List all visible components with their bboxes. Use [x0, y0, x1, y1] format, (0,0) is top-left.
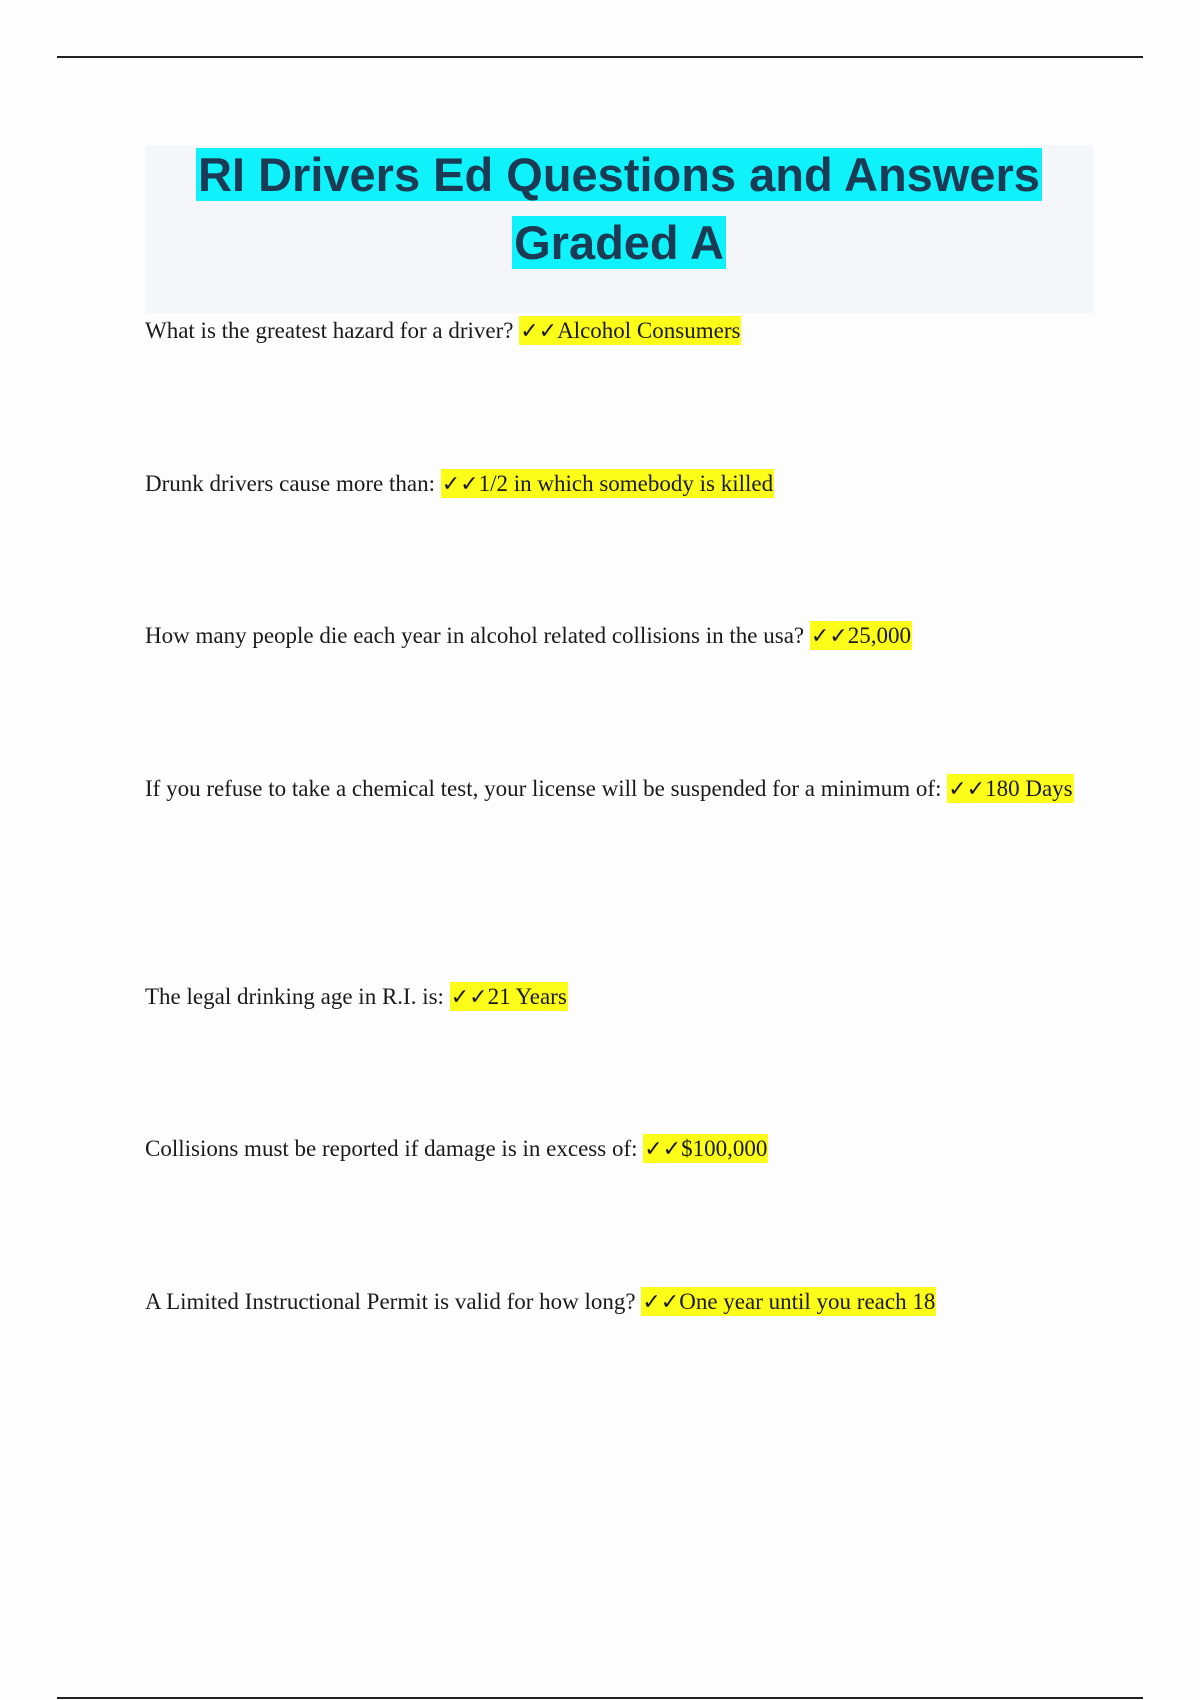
qa-item	[145, 300, 1085, 362]
qa-item	[145, 1118, 1085, 1180]
title-box	[145, 145, 1093, 313]
double-check-icon: ✓✓	[948, 777, 986, 802]
double-check-icon: ✓✓	[644, 1137, 682, 1162]
answer-text: $100,000	[681, 1136, 768, 1161]
question-text: Drunk drivers cause more than:	[145, 471, 435, 496]
bottom-rule	[57, 1697, 1143, 1699]
answer-highlight	[450, 982, 568, 1011]
title-line-2: Graded A	[514, 216, 724, 269]
question-text: What is the greatest hazard for a driver?	[145, 318, 514, 343]
answer-text: 21 Years	[487, 984, 567, 1009]
top-rule	[57, 56, 1143, 58]
answer-text: One year until you reach 18	[679, 1289, 936, 1314]
question-text: The legal drinking age in R.I. is:	[145, 984, 444, 1009]
title-line-1: RI Drivers Ed Questions and Answers	[198, 148, 1040, 201]
answer-text: 1/2 in which somebody is killed	[478, 471, 774, 496]
double-check-icon: ✓✓	[450, 985, 488, 1010]
answer-highlight	[641, 1287, 936, 1316]
question-text: If you refuse to take a chemical test, your license will be suspended for a minimum of:	[145, 776, 942, 801]
answer-highlight	[643, 1134, 768, 1163]
qa-item	[145, 605, 1085, 667]
answer-text: 180 Days	[985, 776, 1073, 801]
double-check-icon: ✓✓	[520, 319, 558, 344]
qa-item	[145, 758, 1085, 820]
double-check-icon: ✓✓	[810, 624, 848, 649]
question-text: Collisions must be reported if damage is in excess of:	[145, 1136, 638, 1161]
page-title	[145, 145, 1093, 283]
answer-text: Alcohol Consumers	[557, 318, 741, 343]
qa-item	[145, 1271, 1085, 1333]
double-check-icon: ✓✓	[642, 1290, 680, 1315]
question-text: How many people die each year in alcohol related collisions in the usa?	[145, 623, 805, 648]
answer-highlight	[810, 621, 912, 650]
answer-highlight	[947, 774, 1073, 803]
answer-highlight	[519, 316, 741, 345]
qa-item	[145, 453, 1085, 515]
answer-highlight	[441, 469, 774, 498]
double-check-icon: ✓✓	[441, 472, 479, 497]
answer-text: 25,000	[847, 623, 911, 648]
qa-item	[145, 966, 1085, 1028]
question-text: A Limited Instructional Permit is valid for how long?	[145, 1289, 636, 1314]
